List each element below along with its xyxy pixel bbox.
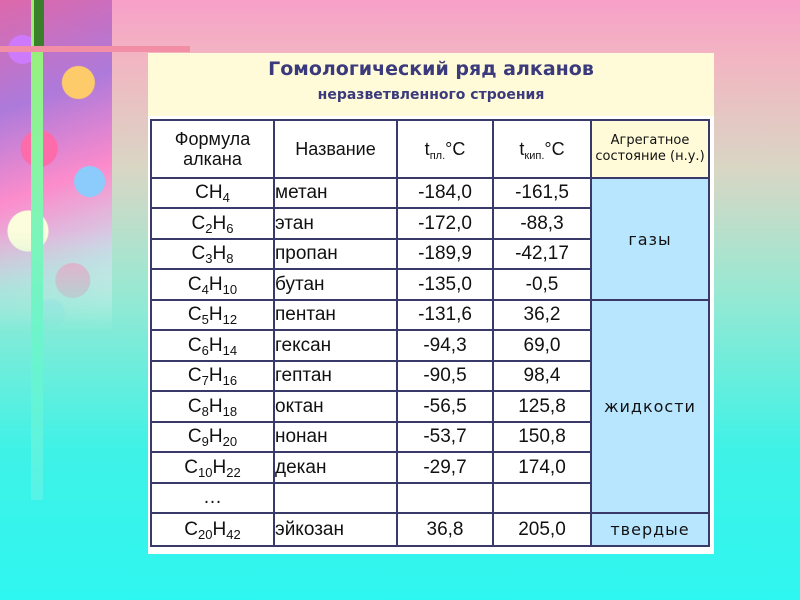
melting-point-cell: -189,9 <box>397 239 493 269</box>
formula-carbon-count: 2 <box>205 220 213 236</box>
table-header-row <box>151 120 709 178</box>
formula-hydrogen-count: 10 <box>222 281 238 297</box>
formula-carbon-count: 7 <box>201 373 209 388</box>
formula-cell <box>151 269 274 300</box>
melting-point-cell: -131,6 <box>397 300 493 330</box>
formula-element-c: C <box>191 212 206 234</box>
decorative-horizontal-bar <box>0 46 190 52</box>
melting-point-cell: -29,7 <box>397 452 493 483</box>
boiling-point-cell: -42,17 <box>493 239 591 269</box>
content-panel <box>148 53 714 554</box>
slide-title: Гомологический ряд алканов <box>268 58 594 80</box>
formula-element-c: C <box>187 365 202 386</box>
formula-element-c: C <box>187 304 202 325</box>
header-boiling-sub: кип. <box>524 150 545 162</box>
formula-carbon-count: 4 <box>201 281 209 297</box>
header-melting-unit: °C <box>445 139 466 159</box>
formula-element-h: H <box>212 243 227 264</box>
formula-element-c: C <box>195 182 209 203</box>
melting-point-cell: -172,0 <box>397 208 493 239</box>
melting-point-cell <box>397 483 493 513</box>
formula-hydrogen-count: 14 <box>222 342 238 358</box>
formula-cell <box>151 239 274 269</box>
formula-carbon-count: 20 <box>198 526 213 542</box>
formula-cell <box>151 513 274 546</box>
formula-cell <box>151 178 274 208</box>
formula-cell <box>151 208 274 239</box>
formula-element-c: C <box>187 273 202 295</box>
state-gases-cell: газы <box>591 178 709 300</box>
melting-point-cell: 36,8 <box>397 513 493 546</box>
formula-element-c: C <box>187 426 202 447</box>
formula-carbon-count: 10 <box>198 464 213 480</box>
formula-carbon-count: 9 <box>201 434 209 449</box>
boiling-point-cell: 205,0 <box>493 513 591 546</box>
formula-hydrogen-count: 16 <box>222 373 238 388</box>
name-cell: нонан <box>274 422 397 452</box>
formula-element-h: H <box>208 334 223 356</box>
table-row <box>151 513 709 546</box>
boiling-point-cell: 150,8 <box>493 422 591 452</box>
formula-hydrogen-count: 22 <box>226 464 241 480</box>
state-liquids-cell: жидкости <box>591 300 709 513</box>
formula-element-h: H <box>208 273 223 295</box>
name-cell: гептан <box>274 361 397 391</box>
name-cell: эйкозан <box>274 513 397 546</box>
header-state: Агрегатное состояние (н.у.) <box>591 120 709 178</box>
formula-element-c: C <box>191 243 206 264</box>
name-cell: пропан <box>274 239 397 269</box>
boiling-point-cell: 36,2 <box>493 300 591 330</box>
formula-element-h: H <box>208 426 223 447</box>
table-body <box>151 178 709 546</box>
formula-cell <box>151 422 274 452</box>
formula-element-c: C <box>184 456 199 478</box>
slide-subtitle: неразветвленного строения <box>317 87 545 103</box>
formula-element-h: H <box>208 395 223 417</box>
boiling-point-cell: -161,5 <box>493 178 591 208</box>
boiling-point-cell: -88,3 <box>493 208 591 239</box>
formula-hydrogen-count: 12 <box>222 312 238 327</box>
name-cell <box>274 483 397 513</box>
header-formula: Формула алкана <box>151 120 274 178</box>
formula-carbon-count: 6 <box>201 342 209 358</box>
name-cell: октан <box>274 391 397 422</box>
formula-hydrogen-count: 6 <box>226 220 234 236</box>
state-solids-cell: твердые <box>591 513 709 546</box>
name-cell: этан <box>274 208 397 239</box>
formula-element-c: … <box>203 487 222 508</box>
formula-element-h: H <box>212 212 227 234</box>
formula-element-h: H <box>212 518 227 540</box>
header-melting-t: t <box>424 139 430 159</box>
formula-hydrogen-count: 42 <box>226 526 241 542</box>
formula-carbon-count: 8 <box>201 403 209 419</box>
boiling-point-cell: 98,4 <box>493 361 591 391</box>
melting-point-cell: -135,0 <box>397 269 493 300</box>
melting-point-cell: -90,5 <box>397 361 493 391</box>
formula-element-h: H <box>208 304 223 325</box>
boiling-point-cell: 69,0 <box>493 330 591 361</box>
formula-cell <box>151 300 274 330</box>
formula-hydrogen-count: 8 <box>226 251 234 266</box>
name-cell: декан <box>274 452 397 483</box>
formula-element-h: H <box>212 456 227 478</box>
table-row <box>151 178 709 208</box>
formula-carbon-count: 3 <box>205 251 213 266</box>
header-melting-point <box>397 120 493 178</box>
name-cell: бутан <box>274 269 397 300</box>
formula-hydrogen-count: 20 <box>222 434 238 449</box>
alkanes-table <box>150 119 710 547</box>
formula-hydrogen-count: 4 <box>222 190 230 205</box>
formula-element-c: C <box>187 395 202 417</box>
decorative-vertical-bar <box>31 0 43 500</box>
formula-cell <box>151 483 274 513</box>
formula-cell <box>151 361 274 391</box>
boiling-point-cell: -0,5 <box>493 269 591 300</box>
formula-element-c: C <box>184 518 199 540</box>
header-name: Название <box>274 120 397 178</box>
header-melting-sub: пл. <box>429 150 446 162</box>
header-boiling-t: t <box>519 139 525 159</box>
melting-point-cell: -184,0 <box>397 178 493 208</box>
name-cell: метан <box>274 178 397 208</box>
name-cell: гексан <box>274 330 397 361</box>
table-row <box>151 300 709 330</box>
title-box <box>148 53 714 116</box>
formula-element-c: C <box>187 334 202 356</box>
header-boiling-point <box>493 120 591 178</box>
name-cell: пентан <box>274 300 397 330</box>
formula-hydrogen-count: 18 <box>222 403 238 419</box>
formula-cell <box>151 452 274 483</box>
melting-point-cell: -94,3 <box>397 330 493 361</box>
formula-cell <box>151 391 274 422</box>
formula-carbon-count: 5 <box>201 312 209 327</box>
decorative-vertical-bar-dark <box>34 0 44 48</box>
header-boiling-unit: °C <box>544 139 565 159</box>
boiling-point-cell <box>493 483 591 513</box>
boiling-point-cell: 174,0 <box>493 452 591 483</box>
formula-cell <box>151 330 274 361</box>
formula-element-h: H <box>208 365 223 386</box>
formula-element-h: H <box>208 182 223 203</box>
melting-point-cell: -56,5 <box>397 391 493 422</box>
melting-point-cell: -53,7 <box>397 422 493 452</box>
boiling-point-cell: 125,8 <box>493 391 591 422</box>
